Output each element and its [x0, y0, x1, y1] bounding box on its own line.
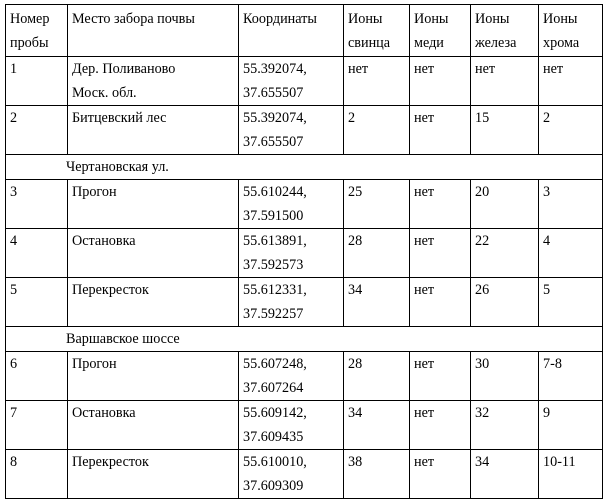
cell-longitude: 37.607264 [243, 380, 304, 396]
cell-chromium: 7-8 [539, 352, 603, 401]
cell-chromium: 10-11 [539, 450, 603, 499]
cell-iron: 20 [471, 180, 539, 229]
cell-location: Прогон [68, 180, 239, 229]
cell-copper: нет [410, 57, 471, 106]
cell-iron: 32 [471, 401, 539, 450]
cell-lead: 28 [344, 352, 410, 401]
cell-longitude: 37.609309 [243, 478, 304, 494]
cell-iron: 26 [471, 278, 539, 327]
cell-sample-number: 6 [6, 352, 68, 401]
cell-lead: 28 [344, 229, 410, 278]
cell-copper: нет [410, 278, 471, 327]
cell-coordinates [239, 57, 344, 106]
cell-coordinates [239, 106, 344, 155]
cell-location: Остановка [68, 401, 239, 450]
header-sample-number-line1: Номер [10, 11, 50, 27]
cell-sample-number: 7 [6, 401, 68, 450]
cell-chromium: 3 [539, 180, 603, 229]
cell-lead: нет [344, 57, 410, 106]
cell-sample-number: 2 [6, 106, 68, 155]
cell-sample-number: 5 [6, 278, 68, 327]
cell-iron: 22 [471, 229, 539, 278]
cell-location-word: Дер. [72, 61, 99, 77]
cell-coordinates [239, 401, 344, 450]
cell-sample-number: 4 [6, 229, 68, 278]
cell-lead: 2 [344, 106, 410, 155]
table-row [6, 106, 603, 155]
cell-sample-number: 8 [6, 450, 68, 499]
header-lead-line1: Ионы [348, 11, 383, 27]
cell-latitude: 55.607248, [243, 356, 307, 372]
cell-iron: 15 [471, 106, 539, 155]
cell-location: Перекресток [68, 450, 239, 499]
cell-lead: 38 [344, 450, 410, 499]
cell-coordinates [239, 450, 344, 499]
section-row [6, 155, 603, 180]
header-iron-line1: Ионы [475, 11, 510, 27]
cell-longitude: 37.591500 [243, 208, 304, 224]
cell-chromium: 4 [539, 229, 603, 278]
table-row [6, 352, 603, 401]
cell-coordinates [239, 180, 344, 229]
table-row [6, 229, 603, 278]
cell-longitude: 37.592257 [243, 306, 304, 322]
cell-lead: 25 [344, 180, 410, 229]
header-iron-line2: железа [475, 35, 517, 51]
soil-analysis-table [5, 4, 603, 499]
section-row [6, 327, 603, 352]
header-copper [410, 5, 471, 57]
cell-latitude: 55.610244, [243, 184, 307, 200]
cell-latitude: 55.613891, [243, 233, 307, 249]
header-sample-number [6, 5, 68, 57]
section-title-chertanovskaya: Чертановская ул. [6, 155, 603, 180]
cell-latitude: 55.392074, [243, 61, 307, 77]
cell-coordinates [239, 278, 344, 327]
cell-location: Перекресток [68, 278, 239, 327]
cell-longitude: 37.609435 [243, 429, 304, 445]
cell-latitude: 55.610010, [243, 454, 307, 470]
cell-lead: 34 [344, 401, 410, 450]
header-sample-number-line2: пробы [10, 35, 49, 51]
cell-location-word: Поливаново [102, 61, 176, 77]
header-chromium-line2: хрома [543, 35, 580, 51]
header-iron [471, 5, 539, 57]
cell-coordinates [239, 229, 344, 278]
cell-sample-number: 3 [6, 180, 68, 229]
header-chromium-line1: Ионы [543, 11, 578, 27]
cell-location: Остановка [68, 229, 239, 278]
table-row [6, 57, 603, 106]
cell-copper: нет [410, 106, 471, 155]
header-location: Место забора почвы [68, 5, 239, 57]
table-header-row [6, 5, 603, 57]
cell-copper: нет [410, 229, 471, 278]
cell-copper: нет [410, 180, 471, 229]
cell-copper: нет [410, 352, 471, 401]
header-chromium [539, 5, 603, 57]
cell-location: Битцевский лес [68, 106, 239, 155]
table-row [6, 401, 603, 450]
cell-iron: нет [471, 57, 539, 106]
header-lead-line2: свинца [348, 35, 391, 51]
header-copper-line2: меди [414, 35, 444, 51]
cell-iron: 34 [471, 450, 539, 499]
cell-chromium: нет [539, 57, 603, 106]
header-lead [344, 5, 410, 57]
cell-longitude: 37.592573 [243, 257, 304, 273]
header-coordinates: Координаты [239, 5, 344, 57]
cell-latitude: 55.609142, [243, 405, 307, 421]
cell-copper: нет [410, 401, 471, 450]
cell-location-line1 [72, 57, 234, 81]
cell-chromium: 2 [539, 106, 603, 155]
cell-sample-number: 1 [6, 57, 68, 106]
cell-longitude: 37.655507 [243, 134, 304, 150]
cell-copper: нет [410, 450, 471, 499]
cell-iron: 30 [471, 352, 539, 401]
cell-chromium: 5 [539, 278, 603, 327]
table-row [6, 278, 603, 327]
section-title-varshavskoe: Варшавское шоссе [6, 327, 603, 352]
cell-location: Прогон [68, 352, 239, 401]
table-row [6, 450, 603, 499]
cell-coordinates [239, 352, 344, 401]
cell-latitude: 55.392074, [243, 110, 307, 126]
table-row [6, 180, 603, 229]
cell-latitude: 55.612331, [243, 282, 307, 298]
cell-lead: 34 [344, 278, 410, 327]
cell-chromium: 9 [539, 401, 603, 450]
cell-location-line2: Моск. обл. [72, 85, 137, 101]
cell-location [68, 57, 239, 106]
cell-longitude: 37.655507 [243, 85, 304, 101]
header-copper-line1: Ионы [414, 11, 449, 27]
